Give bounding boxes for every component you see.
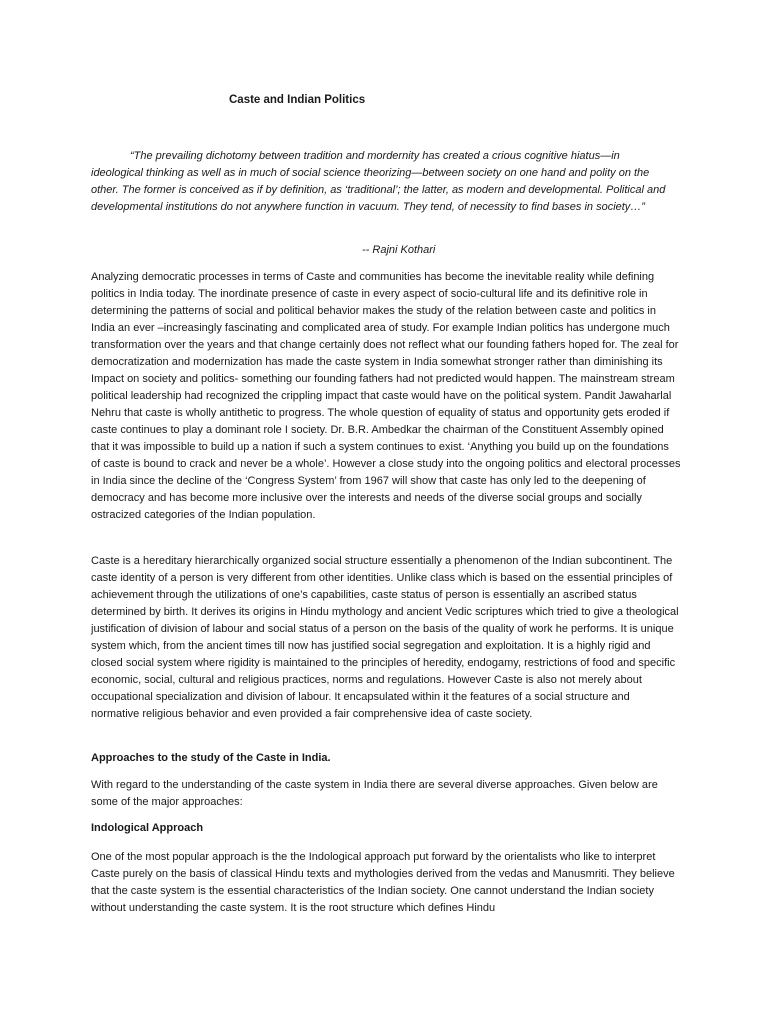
body-paragraph-4: One of the most popular approach is the the Indological approach put forward by the orientalists who like to interpret Caste purely on the basis of classical Hindu texts and mythologies derived from the vedas and Manusmriti. They believe that the caste system is the essential characteristics of the Indian society. One cannot understand the Indian society without understanding the caste system. It is the root structure which defines Hindu	[91, 851, 675, 914]
section-heading-approaches: Approaches to the study of the Caste in India.	[91, 752, 331, 764]
body-paragraph-1: Analyzing democratic processes in terms of Caste and communities has become the inevitable reality while defining politics in India today. The inordinate presence of caste in every aspect of socio-cultural life and its definitive role in determining the patterns of social and political behavior makes the study of the relation between caste and politics in India an ever –increasingly fascinating and complicated area of study. For example Indian politics has undergone much transformation over the years and that change certainly does not reflect what our founding fathers hoped for. The zeal for democratization and modernization has made the caste system in India somewhat stronger rather than diminishing its Impact on society and politics- something our founding fathers had not predicted would happen. The mainstream stream political leadership had recognized the crippling impact that caste would have on the political system. Pandit Jawaharlal Nehru that caste is wholly antithetic to progress. The whole question of equality of status and opportunity gets eroded if caste continues to play a dominant role I society. Dr. B.R. Ambedkar the chairman of the Constituent Assembly opined that it was impossible to build up a nation if such a system continues to exist. ‘Anything you build up on the foundations of caste is bound to crack and never be a whole’. However a close study into the ongoing politics and electoral processes in India since the decline of the ‘Congress System’ from 1967 will show that caste has only led to the deepening of democracy and has become more inclusive over the interests and needs of the diverse social groups and socially ostracized categories of the Indian population.	[91, 271, 681, 521]
document-title: Caste and Indian Politics	[229, 94, 366, 106]
body-paragraph-2: Caste is a hereditary hierarchically organized social structure essentially a phenomenon of the Indian subcontinent. The caste identity of a person is very different from other identities. Unlike class which is based on the essential principles of achievement through the utilizations of one’s capabilities, caste status of person is essentially an ascribed status determined by birth. It derives its origins in Hindu mythology and ancient Vedic scriptures which tried to give a theological justification of division of labour and social status of a person on the basis of the quality of work he performs. It is unique system which, from the ancient times till now has justified social segregation and exploitation. It is a highly rigid and closed social system where rigidity is maintained to the principles of heredity, endogamy, restrictions of food and specific economic, social, cultural and religious practices, norms and regulations. However Caste is also not merely about occupational specialization and division of labour. It encapsulated within it the features of a social structure and normative religious behavior and even provided a fair comprehensive idea of caste society.	[91, 555, 679, 720]
epigraph-attribution: -- Rajni Kothari	[362, 244, 436, 256]
body-paragraph-3: With regard to the understanding of the caste system in India there are several diverse approaches. Given below are some of the major approaches:	[91, 779, 658, 808]
epigraph-quote: “The prevailing dichotomy between tradition and mordernity has created a crious cognitive hiatus—in ideological thinking as well as in much of social science theorizing—between society on one hand and polity on the other. The former is conceived as if by definition, as ‘traditional’; the latter, as modern and developmental. Political and developmental institutions do not anywhere function in vacuum. They tend, of necessity to find bases in society…”	[91, 150, 666, 213]
section-heading-indological: Indological Approach	[91, 822, 204, 834]
